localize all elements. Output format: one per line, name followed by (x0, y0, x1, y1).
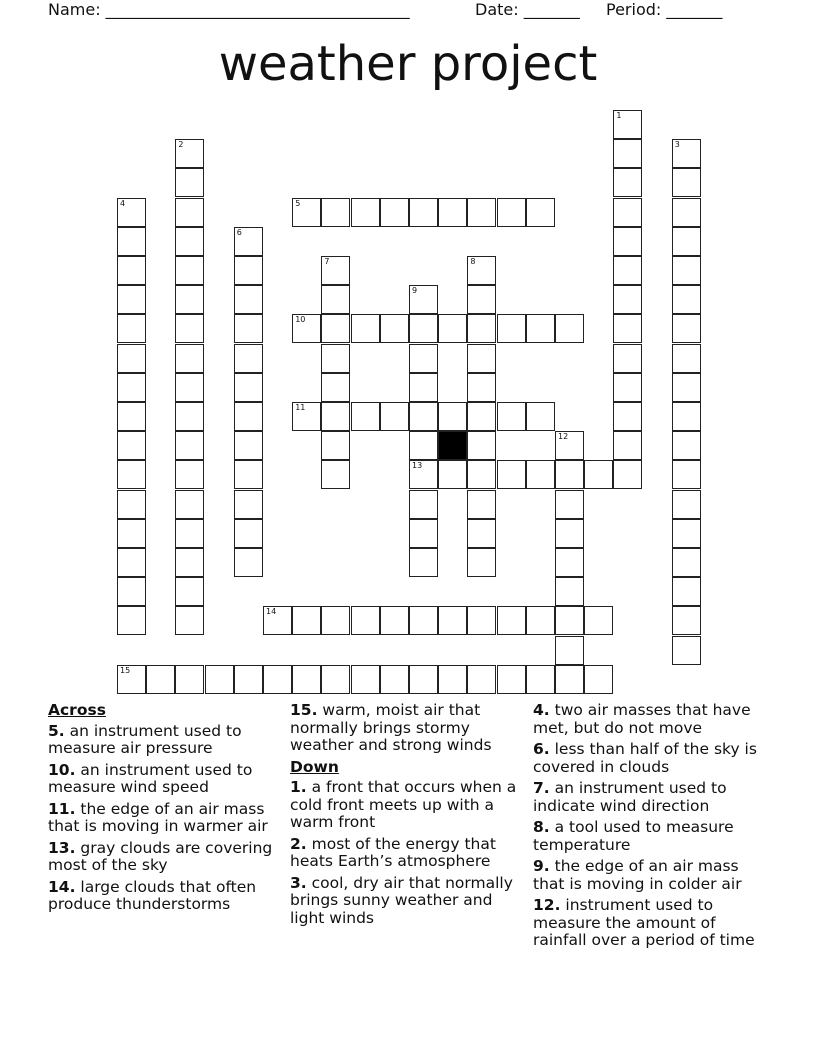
grid-cell[interactable] (467, 198, 496, 227)
grid-cell[interactable] (438, 606, 467, 635)
grid-cell[interactable] (321, 198, 350, 227)
clue-number: 13 (412, 461, 423, 471)
down-heading: Down (290, 757, 339, 776)
grid-cell[interactable] (409, 198, 438, 227)
grid-cell[interactable] (467, 256, 496, 285)
grid-cell[interactable] (438, 314, 467, 343)
grid-cell[interactable] (175, 344, 204, 373)
grid-cell[interactable] (467, 402, 496, 431)
grid-cell[interactable] (613, 373, 642, 402)
grid-cell[interactable] (613, 402, 642, 431)
grid-cell[interactable] (672, 548, 701, 577)
grid-cell[interactable] (292, 198, 321, 227)
grid-cell[interactable] (438, 665, 467, 694)
clue-down-2: 2. most of the energy that heats Earth’s atmosphere (290, 834, 496, 870)
grid-cell[interactable] (175, 577, 204, 606)
grid-cell[interactable] (672, 490, 701, 519)
grid-cell[interactable] (175, 548, 204, 577)
grid-cell[interactable] (234, 519, 263, 548)
grid-cell[interactable] (613, 285, 642, 314)
grid-cell[interactable] (321, 665, 350, 694)
clue-across-14: 14. large clouds that often produce thunderstorms (48, 877, 257, 913)
grid-cell[interactable] (175, 373, 204, 402)
grid-cell[interactable] (175, 256, 204, 285)
grid-cell[interactable] (672, 606, 701, 635)
grid-cell[interactable] (672, 460, 701, 489)
grid-cell[interactable] (613, 168, 642, 197)
grid-cell[interactable] (175, 139, 204, 168)
date-field: Date: _______ (475, 0, 580, 19)
clue-number: 10 (295, 315, 306, 325)
clue-number: 11 (295, 403, 306, 412)
clue-number: 1 (616, 111, 622, 120)
grid-cell[interactable] (321, 256, 350, 285)
grid-cell[interactable] (117, 198, 146, 227)
clue-number: 3 (674, 140, 680, 150)
clue-number: 14 (266, 607, 277, 617)
grid-cell[interactable] (292, 665, 321, 694)
grid-cell[interactable] (497, 402, 526, 431)
grid-cell[interactable] (321, 373, 350, 402)
grid-cell[interactable] (117, 606, 146, 635)
grid-cell[interactable] (234, 285, 263, 314)
grid-cell[interactable] (672, 314, 701, 343)
grid-cell[interactable] (409, 314, 438, 343)
grid-cell[interactable] (409, 606, 438, 635)
grid-cell[interactable] (175, 460, 204, 489)
grid-cell[interactable] (117, 577, 146, 606)
grid-cell[interactable] (467, 460, 496, 489)
grid-cell[interactable] (613, 460, 642, 489)
grid-cell[interactable] (234, 402, 263, 431)
grid-cell[interactable] (526, 314, 555, 343)
grid-cell[interactable] (321, 402, 350, 431)
grid-cell[interactable] (467, 285, 496, 314)
grid-cell[interactable] (117, 460, 146, 489)
grid-cell[interactable] (351, 314, 380, 343)
grid-cell[interactable] (117, 256, 146, 285)
clue-number: 5 (295, 198, 301, 208)
grid-cell[interactable] (672, 373, 701, 402)
grid-cell[interactable] (497, 606, 526, 635)
grid-cell[interactable] (117, 431, 146, 460)
grid-cell[interactable] (555, 548, 584, 577)
grid-cell[interactable] (584, 606, 613, 635)
grid-cell[interactable] (351, 402, 380, 431)
grid-cell[interactable] (584, 460, 613, 489)
grid-cell[interactable] (613, 198, 642, 227)
grid-cell[interactable] (613, 314, 642, 343)
page-title: weather project (218, 36, 598, 92)
grid-cell[interactable] (409, 490, 438, 519)
clue-number: 2 (178, 140, 184, 150)
grid-cell[interactable] (205, 665, 234, 694)
grid-cell[interactable] (467, 606, 496, 635)
grid-cell[interactable] (175, 606, 204, 635)
grid-cell[interactable] (175, 285, 204, 314)
grid-cell[interactable] (555, 431, 584, 460)
grid-cell[interactable] (613, 139, 642, 168)
grid-cell[interactable] (672, 344, 701, 373)
grid-cell[interactable] (146, 665, 175, 694)
grid-cell[interactable] (613, 344, 642, 373)
clue-number: 4 (120, 198, 126, 208)
clue-number: 9 (412, 286, 418, 296)
grid-cell[interactable] (175, 431, 204, 460)
grid-cell[interactable] (117, 665, 146, 694)
grid-cell[interactable] (526, 198, 555, 227)
grid-cell[interactable] (234, 460, 263, 489)
clue-across-15: 15. warm, moist air that normally brings stormy weather and strong winds (290, 701, 492, 754)
grid-cell[interactable] (467, 490, 496, 519)
grid-cell[interactable] (380, 402, 409, 431)
grid-cell[interactable] (321, 344, 350, 373)
grid-cell[interactable] (467, 344, 496, 373)
grid-cell[interactable] (117, 519, 146, 548)
grid-cell[interactable] (555, 460, 584, 489)
grid-cell[interactable] (672, 168, 701, 197)
grid-cell[interactable] (672, 402, 701, 431)
grid-cell[interactable] (613, 110, 642, 139)
grid-cell[interactable] (292, 606, 321, 635)
name-field: Name: ______________________________________ (48, 0, 410, 19)
grid-cell[interactable] (234, 314, 263, 343)
grid-cell[interactable] (672, 227, 701, 256)
grid-cell[interactable] (438, 198, 467, 227)
grid-cell[interactable] (672, 431, 701, 460)
grid-cell[interactable] (584, 665, 613, 694)
clue-down-3: 3. cool, dry air that normally brings sunny weather and light winds (290, 873, 513, 927)
clue-down-7: 7. an instrument used to indicate wind direction (533, 779, 727, 815)
clue-down-4: 4. two air masses that have met, but do not move (533, 701, 751, 737)
grid-cell[interactable] (234, 344, 263, 373)
grid-cell[interactable] (438, 402, 467, 431)
grid-cell[interactable] (497, 665, 526, 694)
grid-cell[interactable] (380, 198, 409, 227)
grid-cell[interactable] (409, 402, 438, 431)
grid-cell[interactable] (672, 577, 701, 606)
grid-cell[interactable] (526, 402, 555, 431)
grid-cell[interactable] (321, 285, 350, 314)
grid-cell[interactable] (234, 256, 263, 285)
period-field: Period: _______ (606, 0, 723, 19)
grid-cell[interactable] (292, 314, 321, 343)
grid-cell[interactable] (292, 402, 321, 431)
grid-cell[interactable] (613, 256, 642, 285)
grid-cell[interactable] (497, 460, 526, 489)
grid-cell[interactable] (613, 227, 642, 256)
grid-cell[interactable] (175, 402, 204, 431)
grid-cell[interactable] (380, 665, 409, 694)
grid-cell[interactable] (467, 314, 496, 343)
grid-cell[interactable] (175, 227, 204, 256)
grid-cell[interactable] (234, 665, 263, 694)
clue-across-5: 5. an instrument used to measure air pressure (48, 721, 242, 757)
grid-cell[interactable] (467, 373, 496, 402)
grid-cell[interactable] (409, 519, 438, 548)
grid-cell[interactable] (117, 402, 146, 431)
grid-cell[interactable] (555, 490, 584, 519)
grid-cell[interactable] (409, 285, 438, 314)
grid-cell[interactable] (409, 460, 438, 489)
clues-column-1 (48, 702, 283, 918)
grid-cell[interactable] (555, 577, 584, 606)
clue-down-8: 8. a tool used to measure temperature (533, 818, 734, 854)
grid-cell[interactable] (467, 548, 496, 577)
grid-cell[interactable] (117, 490, 146, 519)
grid-cell[interactable] (175, 519, 204, 548)
clue-down-9: 9. the edge of an air mass that is moving in colder air (533, 857, 742, 893)
grid-cell[interactable] (234, 227, 263, 256)
grid-cell[interactable] (672, 198, 701, 227)
grid-cell[interactable] (175, 490, 204, 519)
clues-column-2 (290, 702, 525, 931)
grid-cell[interactable] (351, 665, 380, 694)
grid-cell[interactable] (467, 665, 496, 694)
grid-cell[interactable] (175, 168, 204, 197)
grid-cell[interactable] (351, 606, 380, 635)
grid-cell[interactable] (409, 344, 438, 373)
grid-cell[interactable] (438, 460, 467, 489)
grid-cell[interactable] (380, 606, 409, 635)
grid-cell[interactable] (117, 227, 146, 256)
grid-cell[interactable] (117, 344, 146, 373)
grid-cell[interactable] (321, 460, 350, 489)
clue-number: 12 (558, 432, 569, 442)
grid-cell[interactable] (321, 431, 350, 460)
grid-cell[interactable] (555, 636, 584, 665)
black-square (438, 431, 467, 460)
grid-cell[interactable] (526, 606, 555, 635)
grid-cell[interactable] (351, 198, 380, 227)
clue-number: 6 (236, 227, 242, 237)
grid-cell[interactable] (321, 606, 350, 635)
grid-cell[interactable] (409, 665, 438, 694)
grid-cell[interactable] (497, 198, 526, 227)
grid-cell[interactable] (467, 519, 496, 548)
clue-across-13: 13. gray clouds are covering most of the sky (48, 838, 273, 874)
grid-cell[interactable] (672, 636, 701, 665)
grid-cell[interactable] (117, 285, 146, 314)
grid-cell[interactable] (117, 373, 146, 402)
grid-cell[interactable] (117, 548, 146, 577)
grid-cell[interactable] (263, 665, 292, 694)
grid-cell[interactable] (613, 431, 642, 460)
grid-cell[interactable] (555, 314, 584, 343)
grid-cell[interactable] (175, 198, 204, 227)
grid-cell[interactable] (672, 519, 701, 548)
grid-cell[interactable] (234, 431, 263, 460)
grid-cell[interactable] (526, 460, 555, 489)
clue-down-6: 6. less than half of the sky is covered in clouds (533, 740, 757, 776)
across-heading: Across (48, 701, 106, 719)
grid-cell[interactable] (263, 606, 292, 635)
clue-number: 15 (120, 665, 131, 675)
clue-down-1: 1. a front that occurs when a cold front meets up with a warm front (290, 778, 517, 831)
grid-cell[interactable] (409, 548, 438, 577)
grid-cell[interactable] (672, 139, 701, 168)
grid-cell[interactable] (555, 665, 584, 694)
grid-cell[interactable] (672, 256, 701, 285)
grid-cell[interactable] (117, 314, 146, 343)
grid-cell[interactable] (555, 519, 584, 548)
clue-across-10: 10. an instrument used to measure wind speed (48, 760, 253, 796)
grid-cell[interactable] (175, 314, 204, 343)
grid-cell[interactable] (234, 490, 263, 519)
clue-number: 8 (470, 257, 476, 266)
grid-cell[interactable] (526, 665, 555, 694)
grid-cell[interactable] (555, 606, 584, 635)
grid-cell[interactable] (409, 431, 438, 460)
clues-column-3 (533, 702, 773, 954)
grid-cell[interactable] (409, 373, 438, 402)
grid-cell[interactable] (234, 373, 263, 402)
grid-cell[interactable] (380, 314, 409, 343)
grid-cell[interactable] (467, 431, 496, 460)
grid-cell[interactable] (175, 665, 204, 694)
clue-down-12: 12. instrument used to measure the amount of rainfall over a period of time (533, 896, 755, 949)
grid-cell[interactable] (321, 314, 350, 343)
clue-across-11: 11. the edge of an air mass that is moving in warmer air (48, 799, 268, 835)
grid-cell[interactable] (234, 548, 263, 577)
grid-cell[interactable] (497, 314, 526, 343)
grid-cell[interactable] (672, 285, 701, 314)
clue-number: 7 (324, 257, 330, 266)
